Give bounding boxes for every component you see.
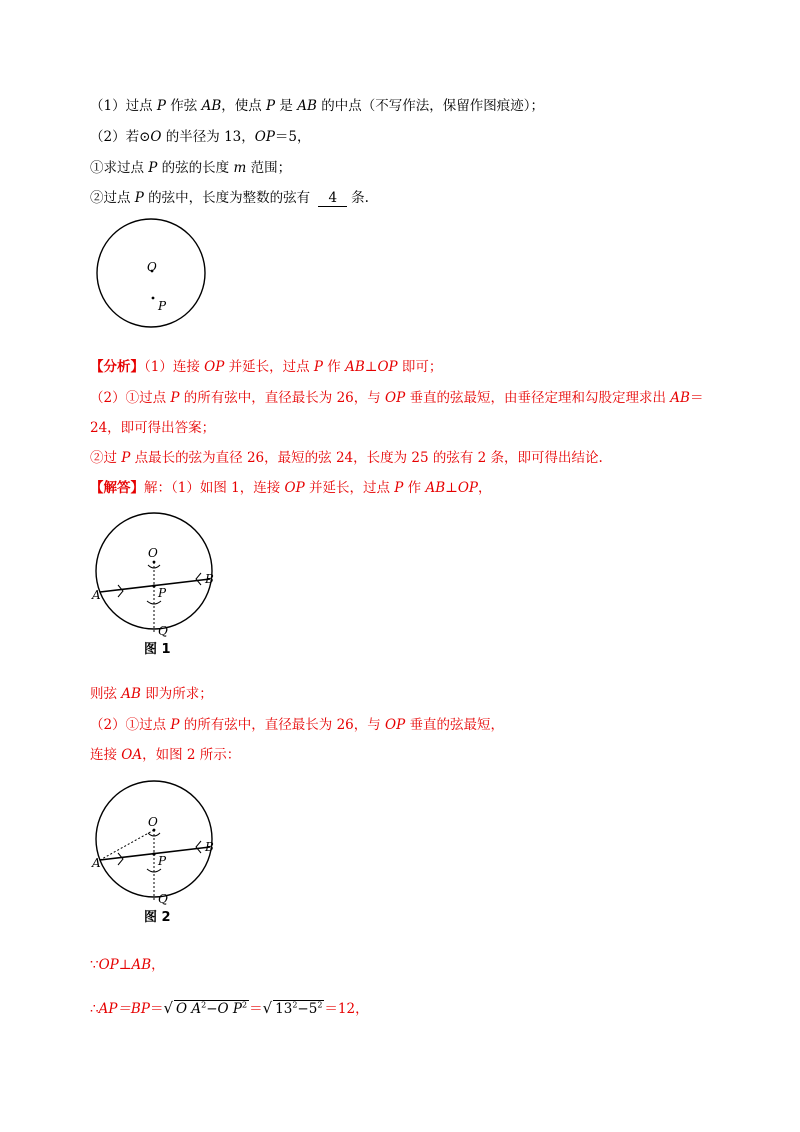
solution-line5: ∵OP⊥AB， [90,957,165,973]
solution-line4: 连接 OA，如图 2 所示： [90,747,241,763]
arc-mark-a [118,853,123,865]
figure-2 [90,773,230,913]
solution-tag: 【解答】 [90,480,144,496]
analysis-line4: ②过 P 点最长的弦为直径 26，最短的弦 24，长度为 25 的弦有 2 条，即可得出结论. [90,450,603,466]
point-p [152,297,155,300]
label-o: O [148,815,158,829]
label-b: B [205,572,214,586]
label-o: O [148,546,158,560]
label-q: Q [158,892,168,906]
arc-mark-b [196,841,201,853]
arc-mark-b [196,573,201,585]
arc-mark-a [118,585,123,597]
label-b: B [205,840,214,854]
circle-figure [94,218,214,330]
label-a: A [92,856,101,870]
question-part2a: ①求过点 P 的弦的长度 m 范围； [90,160,292,176]
question-part1: （1）过点 P 作弦 AB，使点 P 是 AB 的中点（不写作法，保留作图痕迹）； [90,98,544,114]
label-p: P [158,299,167,313]
figure-1 [90,505,230,645]
label-p: P [158,854,167,868]
figure-2-caption: 图 2 [144,910,171,925]
figure-1-caption: 图 1 [144,642,171,657]
solution-line2: 则弦 AB 即为所求； [90,686,213,702]
analysis-line3: 24，即可得出答案； [90,420,216,436]
analysis-line2: （2）①过点 P 的所有弦中，直径最长为 26，与 OP 垂直的弦最短，由垂径定理和勾股定理求出 AB＝ [90,390,704,406]
solution-line3: （2）①过点 P 的所有弦中，直径最长为 26，与 OP 垂直的弦最短， [90,717,504,733]
label-o: O [147,260,157,274]
point-p [152,584,155,587]
answer-blank: 4 [318,190,347,207]
question-part2b: ②过点 P 的弦中，长度为整数的弦有 4 条. [90,190,369,206]
analysis-tag: 【分析】 [90,359,144,375]
sqrt-sign: √ [262,999,273,1017]
segment-oa [100,830,154,860]
question-part2: （2）若⊙O 的半径为 13，OP＝5， [90,129,311,145]
label-a: A [92,588,101,602]
solution-line6: ∴AP＝BP＝√ O $A^2-O$ $P^2$ ＝√ $13^2-5^2 =12$， [90,999,369,1017]
label-q: Q [158,624,168,638]
sqrt-sign: √ [163,999,173,1017]
point-p [152,852,155,855]
sqrt-expression-1: O $A^2-O$ $P^2$ [176,1000,248,1017]
analysis-line1: 【分析】（1）连接 OP 并延长，过点 P 作 AB⊥OP 即可； [90,359,443,375]
label-p: P [158,586,167,600]
solution-line1: 【解答】解：（1）如图 1，连接 OP 并延长，过点 P 作 AB⊥OP， [90,480,492,496]
sqrt-expression-2: $13^2-5^2$ [275,1000,323,1017]
